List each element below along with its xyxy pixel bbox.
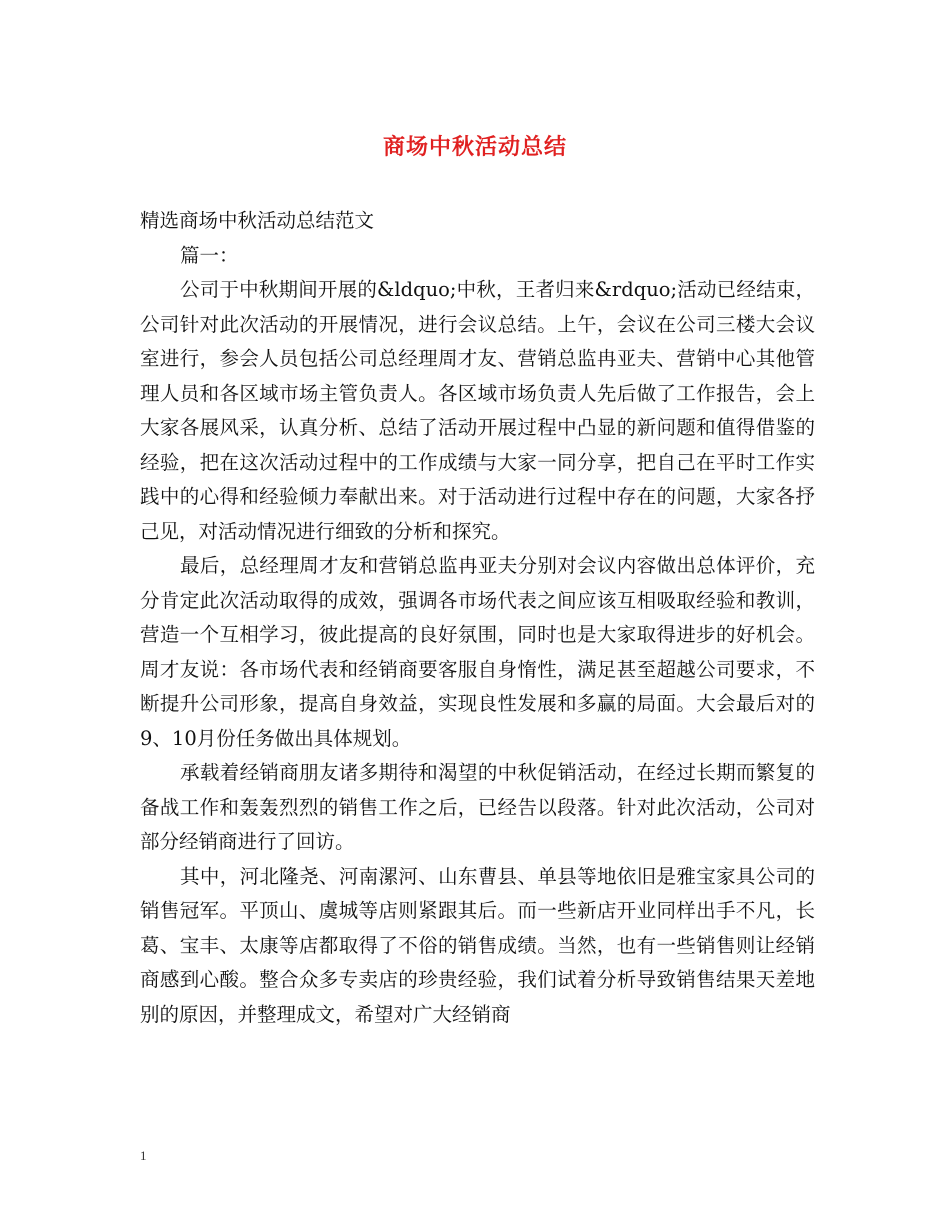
paragraph: 承载着经销商朋友诸多期待和渴望的中秋促销活动，在经过长期而繁复的备战工作和轰轰烈烈的销售工作之后，已经告以段落。针对此次活动，公司对部分经销商进行了回访。 [140, 761, 815, 853]
paragraph: 公司于中秋期间开展的&ldquo;中秋，王者归来&rdquo;活动已经结束，公司针对此次活动的开展情况，进行会议总结。上午，会议在公司三楼大会议室进行，参会人员包括公司总经理周才友、营销总监冉亚夫、营销中心其他管理人员和各区域市场主管负责人。各区域市场负责人先后做了工作报告，会上大家各展风采，认真分析、总结了活动开展过程中凸显的新问题和值得借鉴的经验，把在这次活动过程中的工作成绩与大家一同分享，把自己在平时工作实践中的心得和经验倾力奉献出来。对于活动进行过程中存在的问题，大家各抒己见，对活动情况进行细致的分析和探究。 [140, 278, 815, 543]
section-label: 篇一： [180, 243, 239, 267]
page-number: 1 [140, 1148, 147, 1163]
paragraph: 最后，总经理周才友和营销总监冉亚夫分别对会议内容做出总体评价，充分肯定此次活动取得的成效，强调各市场代表之间应该互相吸取经验和教训，营造一个互相学习，彼此提高的良好氛围，同时也是大家取得进步的好机会。周才友说：各市场代表和经销商要客服自身惰性，满足甚至超越公司要求，不断提升公司形象，提高自身效益，实现良性发展和多赢的局面。大会最后对的9、10月份任务做出具体规划。 [140, 554, 815, 750]
document-title: 商场中秋活动总结 [382, 135, 567, 160]
document-body [140, 204, 815, 1032]
document-subtitle: 精选商场中秋活动总结范文 [140, 209, 375, 232]
paragraph: 其中，河北隆尧、河南漯河、山东曹县、单县等地依旧是雅宝家具公司的销售冠军。平顶山、虞城等店则紧跟其后。而一些新店开业同样出手不凡，长葛、宝丰、太康等店都取得了不俗的销售成绩。当然，也有一些销售则让经销商感到心酸。整合众多专卖店的珍贵经验，我们试着分析导致销售结果天差地别的原因，并整理成文，希望对广大经销商 [140, 864, 815, 1026]
